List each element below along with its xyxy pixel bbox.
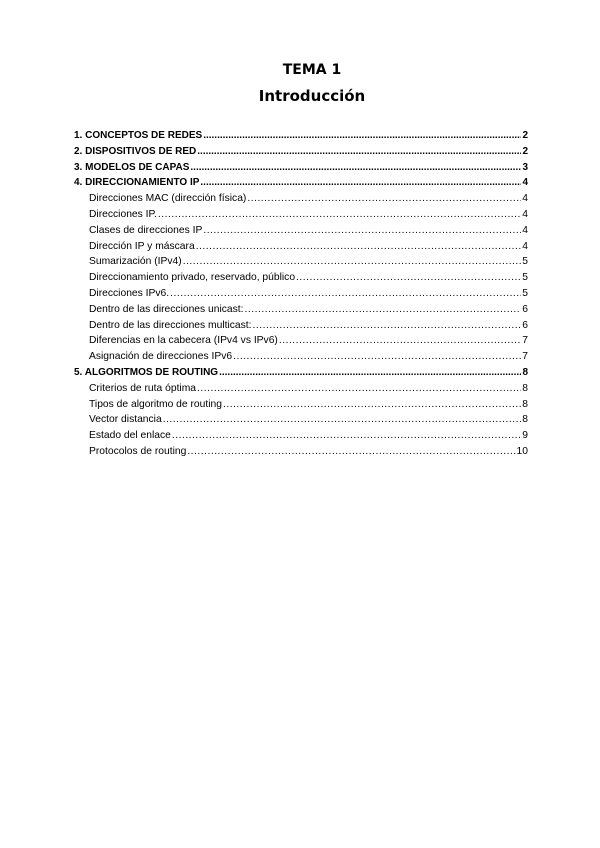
toc-subsection-entry[interactable]	[74, 414, 528, 430]
toc-dot-leader	[158, 209, 521, 220]
toc-page-number: 6	[522, 319, 528, 331]
toc-entry-label: 3. MODELOS DE CAPAS	[74, 161, 190, 173]
toc-page-number: 7	[522, 351, 528, 363]
toc-page-number: 10	[516, 445, 528, 457]
toc-entry-label: Tipos de algoritmo de routing	[89, 398, 222, 410]
toc-entry-label: Vector distancia	[89, 414, 162, 426]
toc-page-number: 8	[522, 382, 528, 394]
toc-dot-leader	[253, 320, 522, 331]
toc-page-number: 8	[522, 414, 528, 426]
toc-subsection-entry[interactable]	[74, 430, 528, 446]
toc-subsection-entry[interactable]	[74, 320, 528, 336]
toc-subsection-entry[interactable]	[74, 272, 528, 288]
toc-dot-leader	[223, 399, 521, 410]
toc-page-number: 7	[522, 335, 528, 347]
toc-subsection-entry[interactable]	[74, 209, 528, 225]
toc-subsection-entry[interactable]	[74, 399, 528, 415]
toc-subsection-entry[interactable]	[74, 241, 528, 257]
toc-section-entry[interactable]	[74, 162, 528, 178]
toc-page-number: 6	[522, 303, 528, 315]
toc-subsection-entry[interactable]	[74, 288, 528, 304]
toc-dot-leader	[203, 130, 521, 141]
toc-entry-label: Clases de direcciones IP	[89, 224, 203, 236]
toc-section-entry[interactable]	[74, 367, 528, 383]
toc-entry-label: 1. CONCEPTOS DE REDES	[74, 130, 203, 141]
toc-entry-label: Direccionamiento privado, reservado, público	[89, 272, 296, 284]
toc-subsection-entry[interactable]	[74, 383, 528, 399]
toc-dot-leader	[197, 146, 521, 157]
toc-subsection-entry[interactable]	[74, 193, 528, 209]
toc-page-number: 8	[522, 398, 528, 410]
toc-dot-leader	[279, 335, 521, 346]
toc-page-number: 4	[522, 224, 528, 236]
toc-entry-label: Protocolos de routing	[89, 445, 187, 457]
toc-subsection-entry[interactable]	[74, 351, 528, 367]
toc-subsection-entry[interactable]	[74, 225, 528, 241]
toc-dot-leader	[196, 241, 522, 252]
toc-entry-label: 2. DISPOSITIVOS DE RED	[74, 145, 197, 157]
toc-page-number: 5	[522, 256, 528, 268]
toc-dot-leader	[247, 193, 521, 204]
toc-page-number: 5	[522, 287, 528, 299]
toc-page-number: 4	[522, 208, 528, 220]
toc-dot-leader	[183, 256, 522, 267]
toc-entry-label: Dentro de las direcciones multicast:	[89, 319, 252, 331]
toc-page-number: 8	[522, 366, 528, 378]
toc-page-number: 9	[522, 430, 528, 442]
toc-subsection-entry[interactable]	[74, 335, 528, 351]
toc-dot-leader	[245, 304, 522, 315]
toc-page-number: 2	[522, 130, 528, 141]
toc-page-number: 4	[522, 240, 528, 252]
toc-subsection-entry[interactable]	[74, 304, 528, 320]
toc-dot-leader	[219, 367, 521, 378]
toc-entry-label: Diferencias en la cabecera (IPv4 vs IPv6)	[89, 335, 278, 347]
toc-page-number: 5	[522, 272, 528, 284]
toc-subsection-entry[interactable]	[74, 446, 528, 462]
toc-dot-leader	[190, 162, 521, 173]
toc-entry-label: Dirección IP y máscara	[89, 240, 195, 252]
toc-dot-leader	[197, 383, 521, 394]
toc-entry-label: Estado del enlace	[89, 430, 171, 442]
toc-dot-leader	[203, 225, 521, 236]
document-title: TEMA 1	[282, 62, 342, 78]
toc-entry-label: Dentro de las direcciones unicast:	[89, 303, 244, 315]
document-subtitle: Introducción	[258, 87, 366, 105]
table-of-contents	[74, 130, 528, 462]
toc-page-number: 4	[522, 193, 528, 205]
toc-entry-label: 4. DIRECCIONAMIENTO IP	[74, 177, 200, 189]
toc-dot-leader	[233, 351, 521, 362]
toc-section-entry[interactable]	[74, 146, 528, 162]
toc-entry-label: Direcciones IP.	[89, 208, 157, 220]
toc-page-number: 3	[522, 161, 528, 173]
toc-section-entry[interactable]	[74, 130, 528, 146]
toc-dot-leader	[296, 272, 521, 283]
toc-entry-label: Direcciones MAC (dirección física)	[89, 193, 247, 205]
toc-entry-label: Sumarización (IPv4)	[89, 256, 182, 268]
toc-dot-leader	[170, 288, 521, 299]
title-block	[0, 60, 600, 107]
toc-subsection-entry[interactable]	[74, 256, 528, 272]
toc-entry-label: Criterios de ruta óptima	[89, 382, 197, 394]
toc-entry-label: Direcciones IPv6.	[89, 287, 170, 299]
toc-page-number: 4	[522, 177, 528, 189]
toc-dot-leader	[172, 430, 521, 441]
toc-dot-leader	[187, 446, 515, 457]
toc-dot-leader	[200, 177, 521, 188]
toc-dot-leader	[163, 414, 522, 425]
toc-entry-label: 5. ALGORITMOS DE ROUTING	[74, 366, 219, 378]
toc-entry-label: Asignación de direcciones IPv6	[89, 351, 233, 363]
toc-page-number: 2	[522, 145, 528, 157]
toc-section-entry[interactable]	[74, 177, 528, 193]
